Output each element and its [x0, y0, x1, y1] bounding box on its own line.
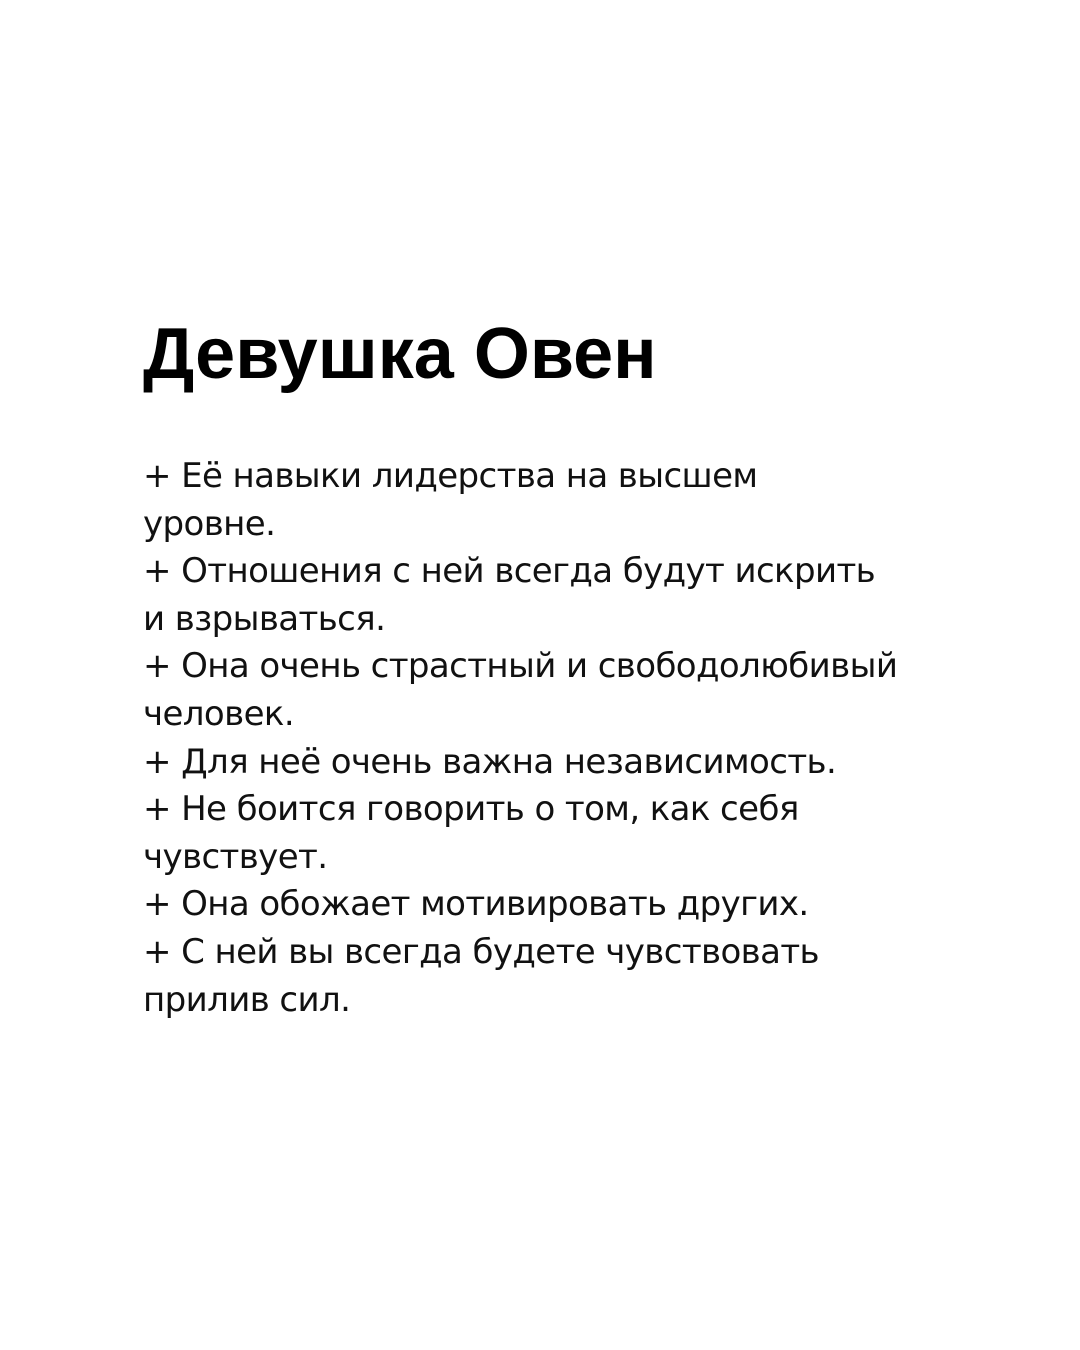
list-item-text: прилив сил.: [143, 979, 351, 1020]
list-item: [143, 929, 1023, 1024]
list-item: [143, 786, 1023, 881]
list-item-text: + Её навыки лидерства на высшем: [143, 456, 758, 496]
list-item: [143, 453, 1023, 548]
list-item-text: и взрываться.: [143, 598, 386, 639]
list-item: [143, 739, 1023, 787]
list-item-text: + Она обожает мотивировать других.: [143, 884, 809, 925]
list-item-text: + Она очень страстный и свободолюбивый: [143, 646, 898, 687]
list-item-text: + Для неё очень важна независимость.: [143, 741, 837, 782]
traits-list: [143, 453, 1023, 1024]
list-item-text: + С ней вы всегда будете чувствовать: [143, 931, 819, 972]
list-item: [143, 881, 1023, 929]
list-item-text: + Отношения с ней всегда будут искрить: [143, 551, 876, 592]
list-item-text: уровне.: [143, 503, 276, 544]
list-item: [143, 643, 1023, 738]
list-item-text: человек.: [143, 693, 295, 734]
list-item-text: + Не боится говорить о том, как себя: [143, 789, 799, 830]
page-title: Девушка Овен: [143, 314, 657, 394]
list-item-text: чувствует.: [143, 836, 328, 877]
list-item: [143, 548, 1023, 643]
